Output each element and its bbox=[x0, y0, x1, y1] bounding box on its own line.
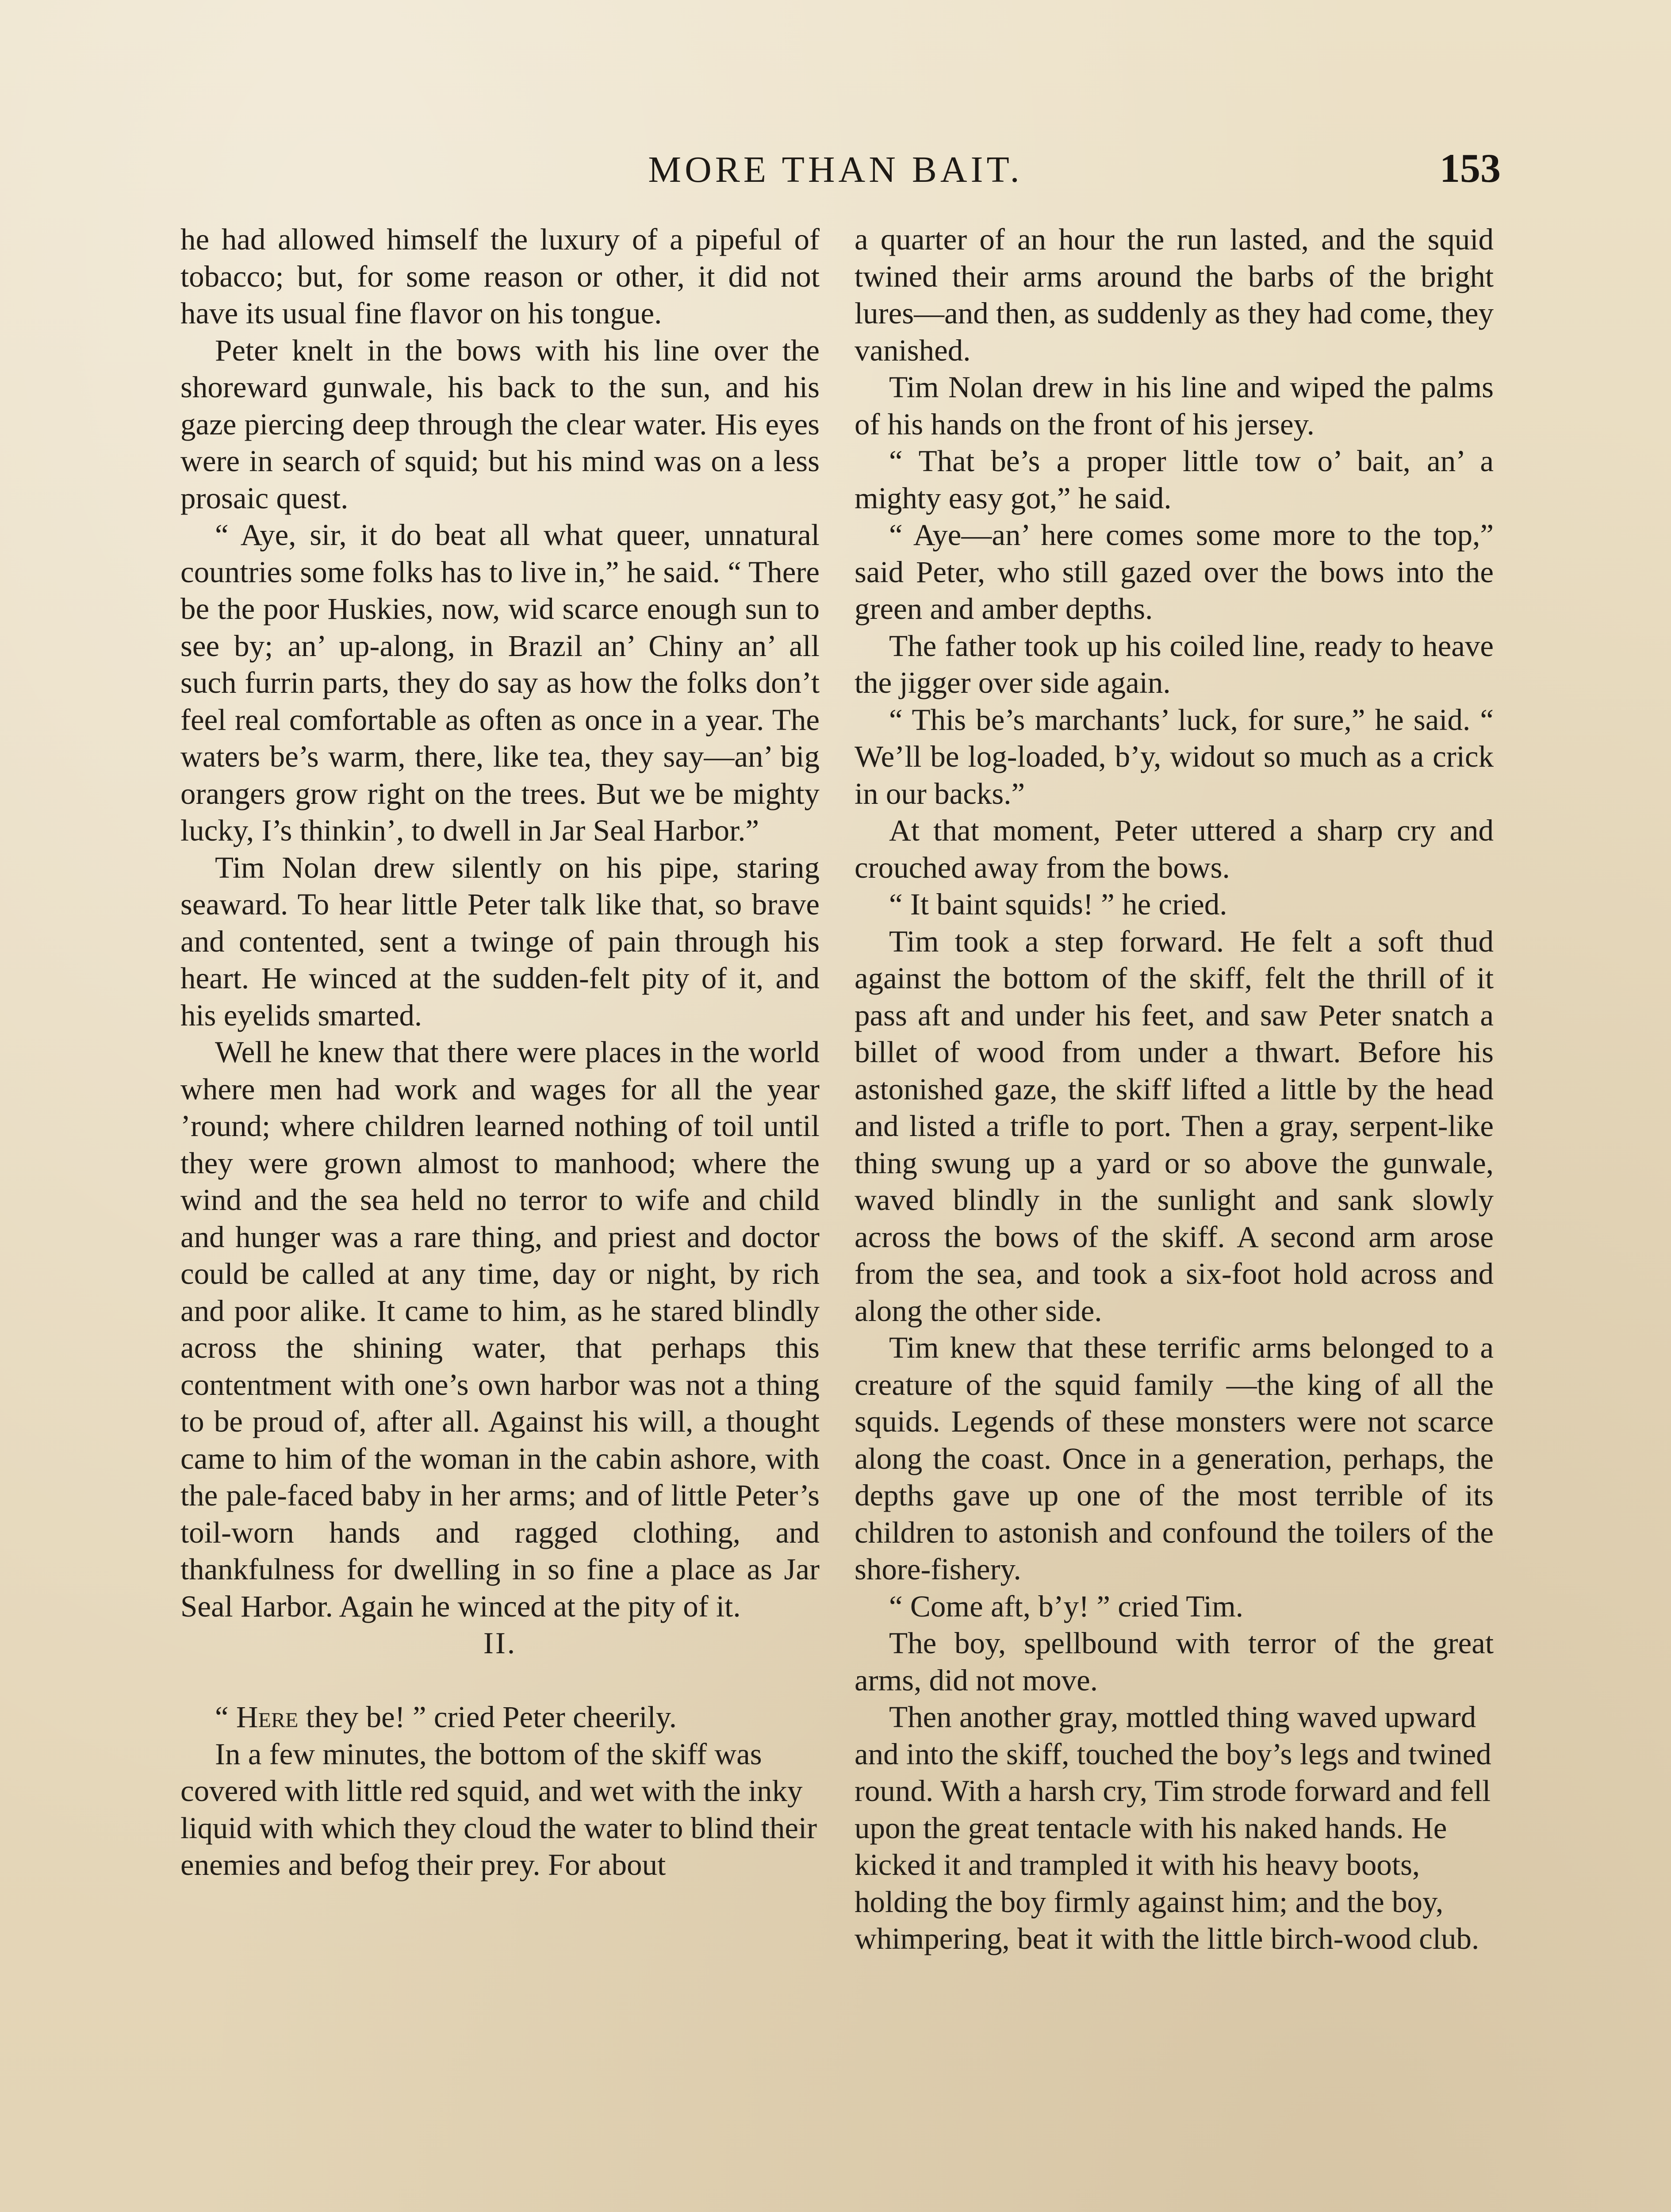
paragraph: “ That be’s a proper little tow o’ bait, an’ a mighty easy got,” he said. bbox=[855, 444, 1494, 515]
page-number: 153 bbox=[1440, 146, 1501, 191]
paragraph: Then another gray, mottled thing waved upward and into the skiff, touched the boy’s legs and twined round. With a harsh cry, Tim strode forward and fell upon the great tentacle with his naked hands. He kicked it and trampled it with his heavy boots, holding the boy firmly against him; and the boy, whimpering, beat it with the little birch-wood club. bbox=[855, 1700, 1491, 1955]
paragraph: Tim Nolan drew silently on his pipe, staring seaward. To hear little Peter talk like that, so brave and contented, sent a twinge of pain through his heart. He winced at the sudden-felt pity of it, and his eyelids smarted. bbox=[180, 850, 820, 1032]
paragraph: Tim knew that these terrific arms belonged to a creature of the squid family —the king of all the squids. Legends of these monsters were not scarce along the coast. Once in a generation, perhaps, the depths gave up one of the most terrible of its children to astonish and confound the toilers of the shore-fishery. bbox=[855, 1331, 1494, 1586]
running-head: MORE THAN BAIT. bbox=[648, 149, 1023, 190]
paragraph: In a few minutes, the bottom of the skiff was covered with little red squid, and wet with the inky liquid with which they cloud the water to blind their enemies and befog their prey. For about bbox=[180, 1737, 817, 1882]
paragraph: At that moment, Peter uttered a sharp cry and crouched away from the bows. bbox=[855, 814, 1494, 884]
quote-open: “ bbox=[215, 1700, 236, 1734]
paragraph bbox=[180, 1699, 820, 1736]
paragraph: Tim Nolan drew in his line and wiped the palms of his hands on the front of his jersey. bbox=[855, 370, 1494, 441]
paragraph: “ Aye—an’ here comes some more to the top,” said Peter, who still gazed over the bows into the green and amber depths. bbox=[855, 518, 1494, 626]
paragraph: Peter knelt in the bows with his line over the shoreward gunwale, his back to the sun, and his gaze piercing deep through the clear water. His eyes were in search of squid; but his mind was on a less prosaic quest. bbox=[180, 333, 820, 515]
paragraph: “ It baint squids! ” he cried. bbox=[889, 887, 1227, 921]
page-header bbox=[0, 139, 1671, 201]
paragraph: “ This be’s marchants’ luck, for sure,” he said. “ We’ll be log-loaded, b’y, widout so much as a crick in our backs.” bbox=[855, 703, 1494, 810]
paragraph: Well he knew that there were places in the world where men had work and wages for all the year ’round; where children learned nothing of toil until they were grown almost to manhood; where the wind and the sea held no terror to wife and child and hunger was a rare thing, and priest and doctor could be called at any time, day or night, by rich and poor alike. It came to him, as he stared blindly across the shining water, that perhaps this contentment with one’s own harbor was not a thing to be proud of, after all. Against his will, a thought came to him of the woman in the cabin ashore, with the pale-faced baby in her arms; and of little Peter’s toil-worn hands and ragged clothing, and thankfulness for dwelling in so fine a place as Jar Seal Harbor. Again he winced at the pity of it. bbox=[180, 1035, 820, 1623]
paragraph: Tim took a step forward. He felt a soft thud against the bottom of the skiff, felt the thrill of it pass aft and under his feet, and saw Peter snatch a billet of wood from under a thwart. Before his astonished gaze, the skiff lifted a little by the head and listed a trifle to port. Then a gray, serpent-like thing swung up a yard or so above the gunwale, waved blindly in the sunlight and sank slowly across the bows of the skiff. A second arm arose from the sea, and took a six-foot hold across and along the other side. bbox=[855, 924, 1494, 1328]
right-column bbox=[855, 221, 1494, 1958]
left-column bbox=[180, 221, 820, 1884]
paragraph: a quarter of an hour the run lasted, and the squid twined their arms around the barbs of the bright lures—and then, as suddenly as they had come, they vanished. bbox=[855, 223, 1494, 367]
paragraph: The father took up his coiled line, ready to heave the jigger over side again. bbox=[855, 629, 1494, 699]
paragraph: he had allowed himself the luxury of a pipeful of tobacco; but, for some reason or other, it did not have its usual fine flavor on his tongue. bbox=[180, 223, 820, 330]
small-caps-word: Here bbox=[236, 1700, 299, 1734]
paragraph: “ Come aft, b’y! ” cried Tim. bbox=[889, 1589, 1244, 1623]
paragraph-text: they be! ” cried Peter cheerily. bbox=[298, 1700, 677, 1734]
paragraph: The boy, spellbound with terror of the great arms, did not move. bbox=[855, 1626, 1494, 1697]
section-heading: II. bbox=[483, 1626, 517, 1660]
paragraph: “ Aye, sir, it do beat all what queer, unnatural countries some folks has to live in,” he said. “ There be the poor Huskies, now, wid scarce enough sun to see by; an’ up-along, in Brazil an’ Chiny an’ all such furrin parts, they do say as how the folks don’t feel real comfortable as often as once in a year. The waters be’s warm, there, like tea, they say—an’ big orangers grow right on the trees. But we be mighty lucky, I’s thinkin’, to dwell in Jar Seal Harbor.” bbox=[180, 518, 820, 847]
